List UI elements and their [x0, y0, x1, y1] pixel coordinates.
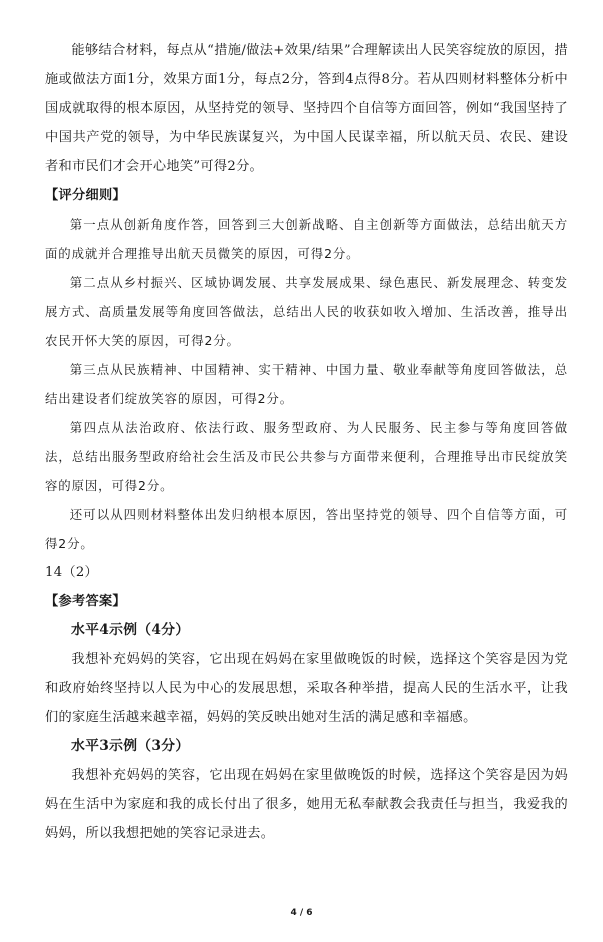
page-content — [45, 36, 568, 848]
answer-heading: 【参考答案】 — [45, 594, 126, 609]
rubric-point-3: 第三点从民族精神、中国精神、实干精神、中国力量、敬业奉献等角度回答做法，总结出建设者们绽放笑容的原因，可得2分。 — [45, 362, 568, 406]
level3-text: 我想补充妈妈的笑容，它出现在妈妈在家里做晚饭的时候，选择这个笑容是因为妈妈在生活中为家庭和我的成长付出了很多，她用无私奉献教会我责任与担当，我爱我的妈妈，所以我想把她的笑容记录进去。 — [45, 768, 568, 841]
page-number: 4 / 6 — [290, 908, 313, 918]
rubric-point-4: 第四点从法治政府、依法行政、服务型政府、为人民服务、民主参与等角度回答做法，总结出服务型政府给社会生活及市民公共参与方面带来便利，合理推导出市民绽放笑容的原因，可得2分。 — [45, 420, 568, 493]
level3-title: 水平3示例（3分） — [71, 738, 190, 754]
rubric-heading: 【评分细则】 — [45, 188, 126, 203]
question-label: 14（2） — [45, 565, 99, 580]
intro-paragraph: 能够结合材料，每点从“措施/做法+效果/结果”合理解读出人民笑容绽放的原因，措施或做法方面1分，效果方面1分，每点2分，答到4点得8分。若从四则材料整体分析中国成就取得的根本原因，从坚持党的领导、坚持四个自信等方面回答，例如“我国坚持了中国共产党的领导，为中华民族谋复兴，为中国人民谋幸福，所以航天员、农民、建设者和市民们才会开心地笑”可得2分。 — [45, 43, 568, 174]
rubric-overall: 还可以从四则材料整体出发归纳根本原因，答出坚持党的领导、四个自信等方面，可得2分。 — [45, 507, 568, 551]
level4-title: 水平4示例（4分） — [71, 622, 190, 638]
rubric-point-1: 第一点从创新角度作答，回答到三大创新战略、自主创新等方面做法，总结出航天方面的成就并合理推导出航天员微笑的原因，可得2分。 — [45, 217, 568, 261]
rubric-point-2: 第二点从乡村振兴、区域协调发展、共享发展成果、绿色惠民、新发展理念、转变发展方式、高质量发展等角度回答做法，总结出人民的收获如收入增加、生活改善，推导出农民开怀大笑的原因，可得2分。 — [45, 275, 568, 348]
level4-text: 我想补充妈妈的笑容，它出现在妈妈在家里做晚饭的时候，选择这个笑容是因为党和政府始终坚持以人民为中心的发展思想，采取各种举措，提高人民的生活水平，让我们的家庭生活越来越幸福，妈妈的笑反映出她对生活的满足感和幸福感。 — [45, 652, 568, 725]
